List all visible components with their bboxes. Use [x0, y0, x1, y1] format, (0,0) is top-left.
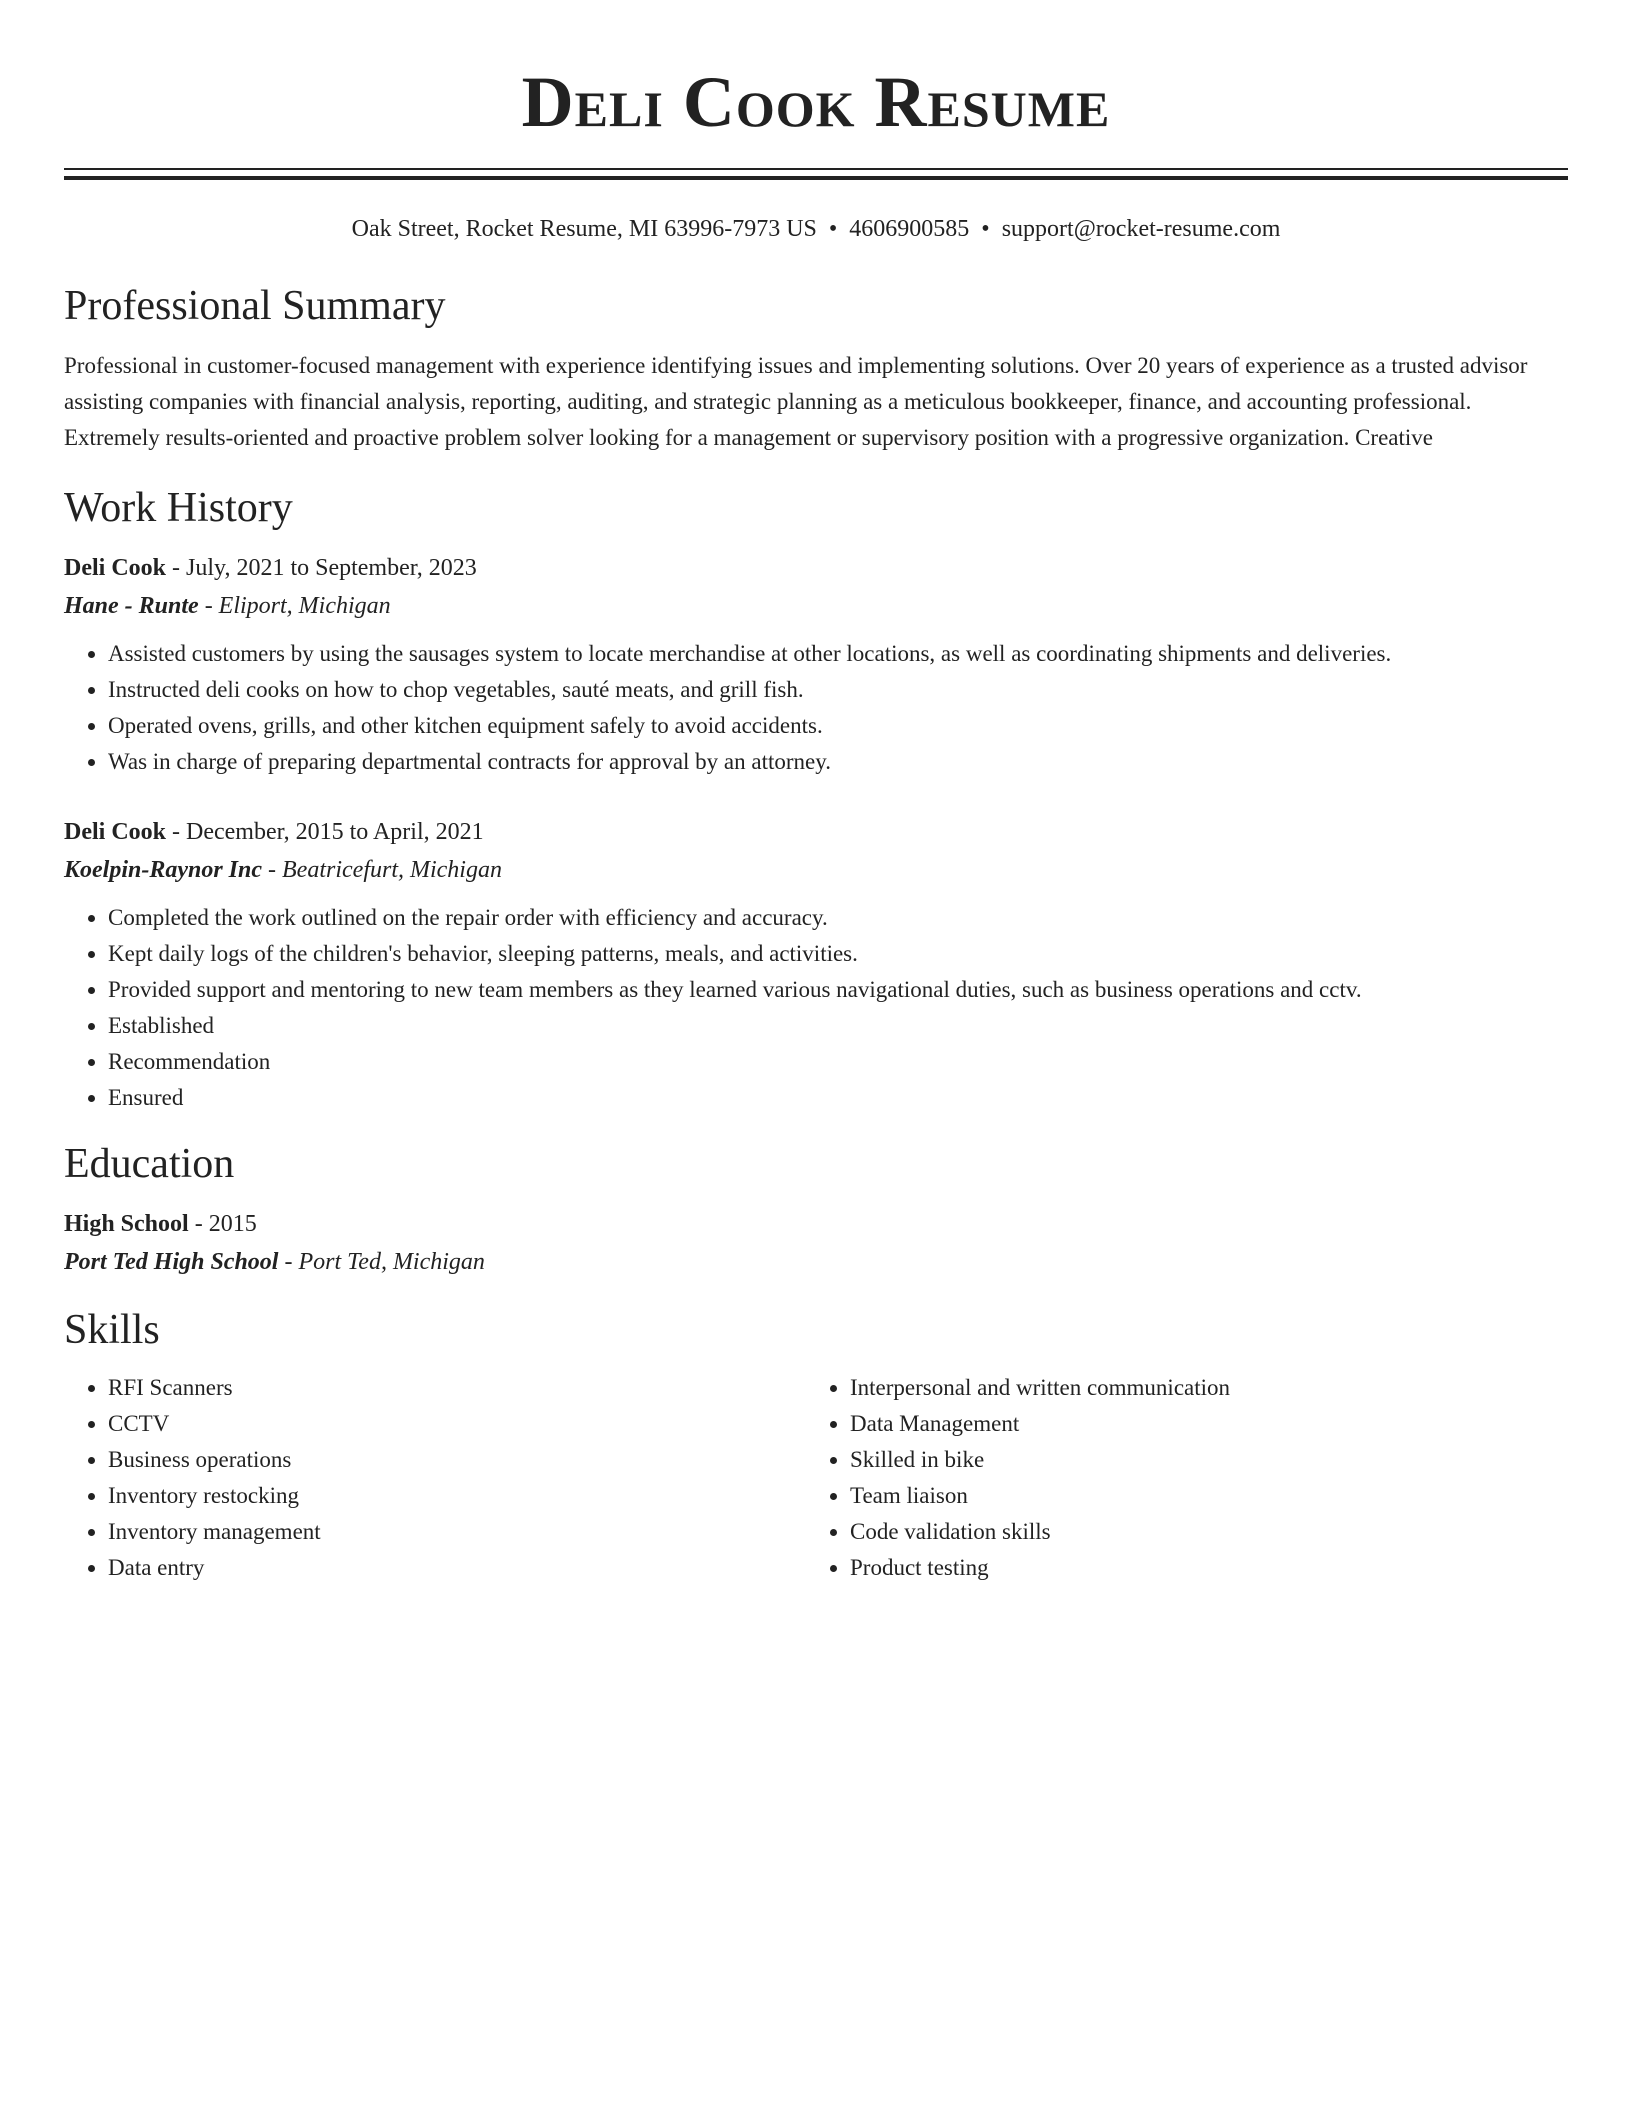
contact-email: support@rocket-resume.com	[1001, 216, 1281, 242]
job-employer: Hane - Runte	[64, 593, 199, 619]
job-duty: • Established	[108, 1008, 1568, 1044]
section-heading-work-history: Work History	[64, 485, 293, 531]
skills-section	[64, 1304, 1568, 1586]
skill-item: • Skilled in bike	[850, 1442, 1548, 1478]
job-title-line	[64, 814, 1568, 850]
skill-item: • Data Management	[850, 1406, 1548, 1442]
graduation-year: - 2015	[188, 1211, 257, 1237]
job-duties-list	[64, 900, 1568, 1116]
contact-phone: 4606900585	[849, 216, 970, 242]
summary-section	[64, 280, 1568, 456]
skill-item: • Product testing	[850, 1550, 1548, 1586]
school-name: Port Ted High School	[64, 1249, 279, 1275]
skill-item: • Code validation skills	[850, 1514, 1548, 1550]
section-heading-skills: Skills	[64, 1307, 160, 1353]
skill-item: • Inventory restocking	[108, 1478, 806, 1514]
job-entry	[64, 550, 1568, 780]
job-duty: • Was in charge of preparing departmental contracts for approval by an attorney.	[108, 744, 1568, 780]
job-duty: • Kept daily logs of the children's behavior, sleeping patterns, meals, and activities.	[108, 936, 1568, 972]
job-duty: • Completed the work outlined on the repair order with efficiency and accuracy.	[108, 900, 1568, 936]
skill-item: • Team liaison	[850, 1478, 1548, 1514]
job-entry	[64, 814, 1568, 1116]
skills-grid	[64, 1370, 1568, 1586]
job-employer-line	[64, 850, 1568, 890]
school-line	[64, 1242, 1568, 1282]
job-title: Deli Cook	[64, 819, 166, 845]
job-duty: • Operated ovens, grills, and other kitchen equipment safely to avoid accidents.	[108, 708, 1568, 744]
resume-title: Deli Cook Resume	[521, 62, 1111, 142]
section-heading-education: Education	[64, 1141, 235, 1187]
job-title-line	[64, 550, 1568, 586]
summary-text: Professional in customer-focused management with experience identifying issues and implementing solutions. Over 20 years of experience as a trusted advisor assisting companies with financial analysis, reporting, auditing, and strategic planning as a meticulous bookkeeper, finance, and accounting professional. Extremely results-oriented and proactive problem solver looking for a management or supervisory position with a progressive organization. Creative	[64, 353, 1528, 450]
school-location: - Port Ted, Michigan	[278, 1249, 485, 1275]
job-dates: - July, 2021 to September, 2023	[166, 555, 477, 581]
job-location: - Beatricefurt, Michigan	[262, 857, 502, 883]
job-duty: • Recommendation	[108, 1044, 1568, 1080]
work-history-section	[64, 482, 1568, 1116]
job-title: Deli Cook	[64, 555, 166, 581]
contact-separator: •	[828, 216, 838, 242]
degree-line	[64, 1206, 1568, 1242]
skill-item: • Inventory management	[108, 1514, 806, 1550]
skills-list-left	[64, 1370, 806, 1586]
contact-line	[64, 214, 1568, 244]
title-rule-thin	[64, 168, 1568, 170]
section-heading-summary: Professional Summary	[64, 283, 446, 329]
resume-page	[64, 0, 1568, 1586]
title-rule-thick	[64, 176, 1568, 180]
skills-list-right	[806, 1370, 1548, 1586]
job-duty: • Instructed deli cooks on how to chop vegetables, sauté meats, and grill fish.	[108, 672, 1568, 708]
skill-item: • CCTV	[108, 1406, 806, 1442]
job-duty: • Assisted customers by using the sausages system to locate merchandise at other locations, as well as coordinating shipments and deliveries.	[108, 636, 1568, 672]
skill-item: • Business operations	[108, 1442, 806, 1478]
job-duty: • Provided support and mentoring to new team members as they learned various navigational duties, such as business operations and cctv.	[108, 972, 1568, 1008]
job-duties-list	[64, 636, 1568, 780]
job-location: - Eliport, Michigan	[198, 593, 391, 619]
contact-separator: •	[981, 216, 990, 242]
skill-item: • Data entry	[108, 1550, 806, 1586]
skill-item: • RFI Scanners	[108, 1370, 806, 1406]
contact-address: Oak Street, Rocket Resume, MI 63996-7973 US	[351, 216, 817, 242]
skill-item: • Interpersonal and written communication	[850, 1370, 1548, 1406]
job-duty: • Ensured	[108, 1080, 1568, 1116]
degree: High School	[64, 1211, 189, 1237]
education-section	[64, 1138, 1568, 1282]
job-dates: - December, 2015 to April, 2021	[166, 819, 484, 845]
job-employer-line	[64, 586, 1568, 626]
education-entry	[64, 1206, 1568, 1282]
job-employer: Koelpin-Raynor Inc	[64, 857, 263, 883]
